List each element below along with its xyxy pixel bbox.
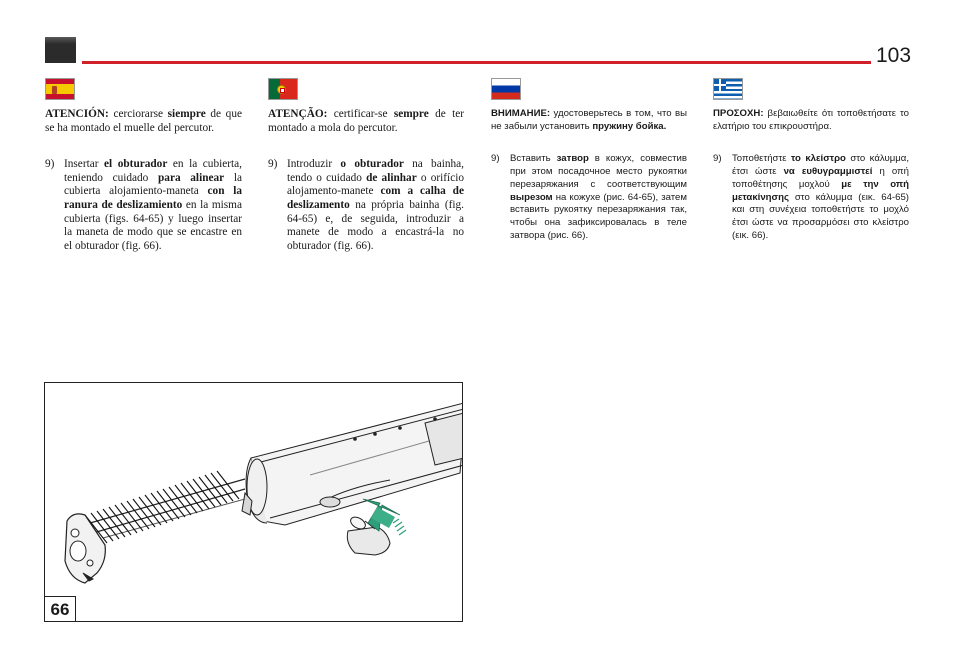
warning-text: ВНИМАНИЕ: удостоверьтесь в том, что вы не забыли установить пружину бойка. [491, 108, 687, 132]
column-spanish [45, 78, 242, 253]
greece-flag-icon [713, 78, 743, 100]
russia-flag-icon [491, 78, 521, 100]
step-text: Insertar el obturador en la cubierta, teniendo cuidado para alinear la cubierta alojamiento-maneta con la ranura de deslizamiento en la misma cubierta (figs. 64-65) y luego insertar la maneta de modo que se encastre en el obturador (fig. 66). [64, 158, 242, 252]
warning-text: ATENCIÓN: cerciorarse siempre de que se ha montado el muelle del percutor. [45, 108, 242, 134]
step-number: 9) [268, 158, 278, 171]
step-number: 9) [491, 152, 500, 164]
header-rule [82, 61, 871, 64]
step-number: 9) [45, 158, 55, 171]
step-text: Τοποθετήστε το κλείστρο στο κάλυμμα, έτσι ώστε να ευθυγραμμιστεί η οπή τοποθέτησης μοχλού με την οπή μετακίνησης στο κάλυμμα (εικ. 64-65) και στη συνέχεια τοποθετήστε το μοχλό έτσι ώστε να προσαρμόσει στο κλείστρο (εικ. 66). [732, 152, 909, 242]
column-russian [491, 78, 687, 243]
column-portuguese [268, 78, 464, 253]
step-number: 9) [713, 152, 722, 164]
step-9 [491, 153, 687, 243]
warning-text: ATENÇÃO: certificar-se sempre de ter montado a mola do percutor. [268, 108, 464, 134]
bolt-assembly-illustration [45, 383, 463, 622]
step-text: Introduzir o obturador na bainha, tendo o cuidado de alinhar o orifício alojamento-manete com a calha de deslizamento na própria bainha (fig. 64-65) e, de seguida, introduzir a manete de modo a encastrá-la no obturador (fig. 66). [287, 158, 464, 252]
step-text: Вставить затвор в кожух, совместив при этом посадочное место рукоятки перезаряжания с соответствующим вырезом на кожухе (рис. 64-65), затем вставить рукоятку перезаряжания так, чтобы она зафиксировалась в теле затвора (рис. 66). [510, 152, 687, 242]
figure-number: 66 [45, 596, 76, 621]
brand-logo [45, 37, 76, 63]
step-9 [45, 158, 242, 253]
step-9 [713, 153, 909, 243]
step-9 [268, 158, 464, 253]
column-greek [713, 78, 909, 243]
spain-flag-icon [45, 78, 75, 100]
figure-66 [44, 382, 463, 622]
warning-text: ΠΡΟΣΟΧΗ: βεβαιωθείτε ότι τοποθετήσατε το ελατήριο του επικρουστήρα. [713, 108, 909, 132]
page-number: 103 [876, 44, 912, 67]
portugal-flag-icon [268, 78, 298, 100]
